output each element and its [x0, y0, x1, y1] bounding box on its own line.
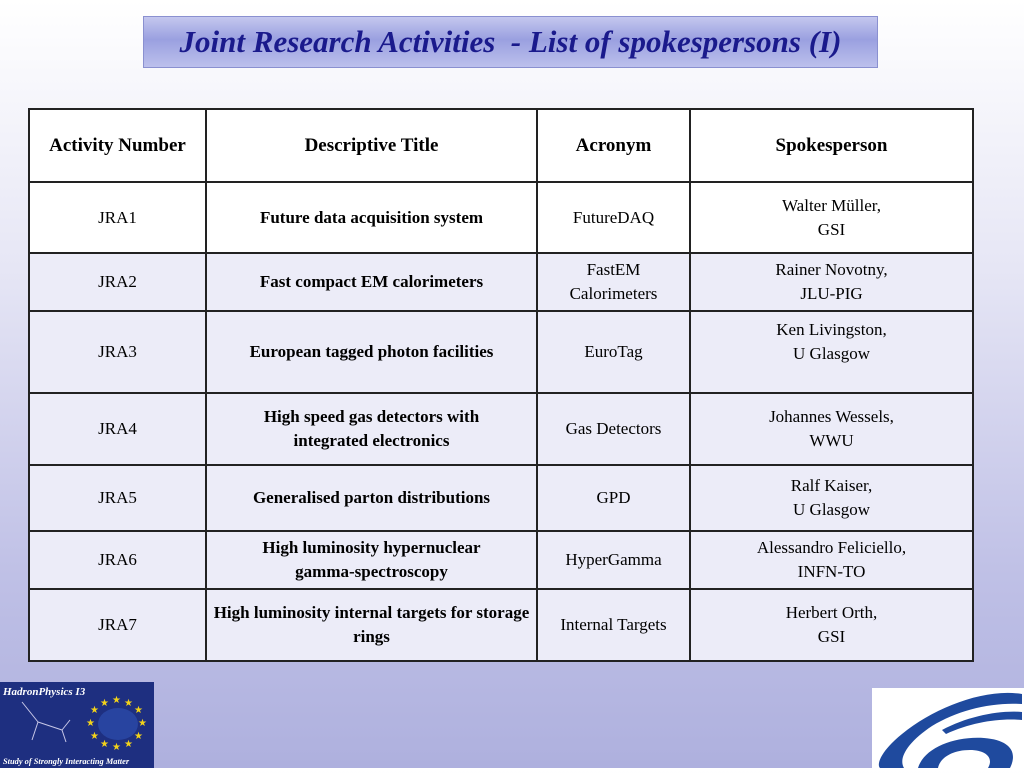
logo-left-bottom-text: Study of Strongly Interacting Matter: [3, 757, 130, 766]
acronym: GPD: [537, 465, 690, 531]
table-header-row: [29, 109, 973, 182]
svg-text:★: ★: [112, 742, 121, 753]
activity-number: JRA3: [29, 311, 206, 393]
spokesperson: [690, 589, 973, 661]
spokesperson: [690, 311, 973, 393]
activity-number: JRA7: [29, 589, 206, 661]
descriptive-title: High luminosity internal targets for storage rings: [206, 589, 537, 661]
activity-number: JRA5: [29, 465, 206, 531]
svg-text:★: ★: [124, 739, 133, 750]
spokesperson-institute: U Glasgow: [793, 500, 870, 519]
svg-text:★: ★: [124, 698, 133, 709]
header-acronym: Acronym: [537, 109, 690, 182]
spokesperson-institute: WWU: [809, 431, 854, 450]
table-row: [29, 531, 973, 589]
descriptive-title: Future data acquisition system: [206, 182, 537, 253]
acronym: FastEM Calorimeters: [537, 253, 690, 311]
acronym: Internal Targets: [537, 589, 690, 661]
spokesperson-name: Walter Müller,: [782, 195, 881, 215]
descriptive-title: High speed gas detectors with integrated electronics: [206, 393, 537, 465]
acronym: Gas Detectors: [537, 393, 690, 465]
spokesperson-name: Herbert Orth,: [785, 603, 878, 622]
svg-text:★: ★: [90, 731, 99, 742]
spokesperson: [690, 182, 973, 253]
spokesperson: [690, 531, 973, 589]
fp6-logo: [872, 688, 1024, 768]
logo-left-top-text: HadronPhysics I3: [3, 686, 86, 698]
activity-number: JRA2: [29, 253, 206, 311]
spokesperson-institute: U Glasgow: [793, 344, 870, 363]
svg-text:★: ★: [86, 718, 95, 729]
svg-text:★: ★: [90, 705, 99, 716]
activity-number: JRA6: [29, 531, 206, 589]
table-row: [29, 253, 973, 311]
svg-text:★: ★: [112, 695, 121, 706]
descriptive-title: Generalised parton distributions: [206, 465, 537, 531]
descriptive-title: Fast compact EM calorimeters: [206, 253, 537, 311]
acronym: EuroTag: [537, 311, 690, 393]
table-row: [29, 311, 973, 393]
descriptive-title: European tagged photon facilities: [206, 311, 537, 393]
table-row: [29, 465, 973, 531]
hadronphysics-logo: [0, 682, 154, 768]
spokespersons-table: [28, 108, 974, 662]
slide-title: Joint Research Activities - List of spokespersons (I): [179, 24, 842, 59]
spokesperson-name: Rainer Novotny,: [775, 260, 888, 279]
svg-text:★: ★: [134, 705, 143, 716]
spokesperson-name: Ken Livingston,: [776, 320, 887, 339]
spokesperson-name: Johannes Wessels,: [769, 407, 894, 426]
svg-text:★: ★: [100, 739, 109, 750]
acronym: FutureDAQ: [537, 182, 690, 253]
header-descriptive-title: Descriptive Title: [206, 109, 537, 182]
slide-title-banner: [143, 16, 878, 68]
spokesperson-name: Alessandro Feliciello,: [756, 538, 907, 557]
svg-text:★: ★: [134, 731, 143, 742]
spokesperson-institute: INFN-TO: [797, 562, 866, 581]
header-spokesperson: Spokesperson: [690, 109, 973, 182]
spokesperson: [690, 465, 973, 531]
spokesperson-name: Ralf Kaiser,: [790, 476, 873, 495]
spokesperson-institute: JLU-PIG: [800, 284, 863, 303]
spokesperson-institute: GSI: [817, 627, 846, 646]
svg-text:★: ★: [138, 718, 147, 729]
spokesperson: [690, 393, 973, 465]
fp6-logo-icon: [872, 688, 1024, 768]
header-activity-number: Activity Number: [29, 109, 206, 182]
table-row: [29, 589, 973, 661]
activity-number: JRA1: [29, 182, 206, 253]
table-row: [29, 393, 973, 465]
hadronphysics-logo-graphic: [0, 682, 154, 768]
spokesperson-institute: GSI: [817, 219, 846, 239]
activity-number: JRA4: [29, 393, 206, 465]
spokesperson: [690, 253, 973, 311]
acronym: HyperGamma: [537, 531, 690, 589]
svg-text:★: ★: [100, 698, 109, 709]
table-row: [29, 182, 973, 253]
descriptive-title: High luminosity hypernuclear gamma-spectroscopy: [206, 531, 537, 589]
